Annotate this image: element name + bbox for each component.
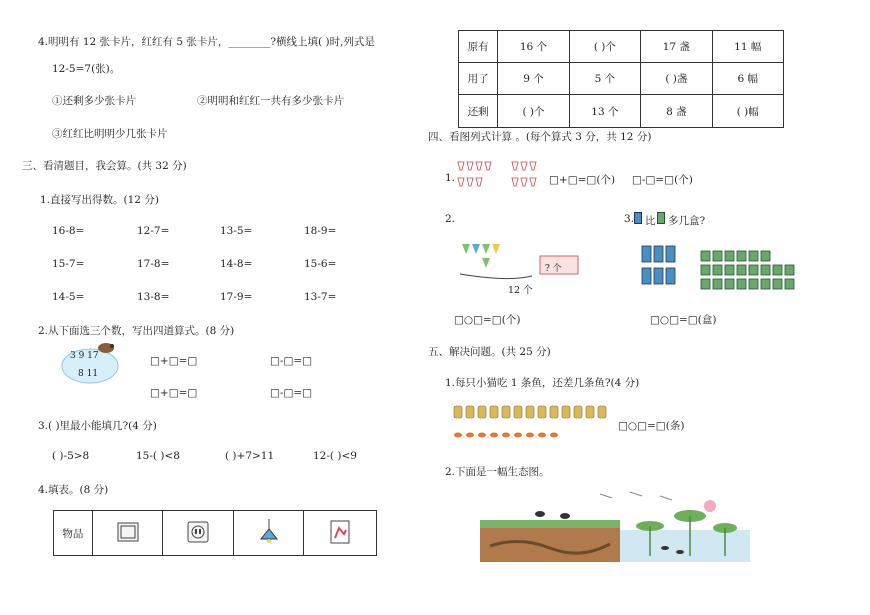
sec4-q2-number: 2. <box>445 213 456 225</box>
table-cell: 17 盏 <box>641 31 712 63</box>
table-cell: 16 个 <box>498 31 569 63</box>
fill-item[interactable]: ( )-5>8 <box>52 450 90 462</box>
cats-and-fish-illustration <box>452 404 612 444</box>
calc-item: 16-8= <box>52 225 85 237</box>
fill-table <box>53 510 377 556</box>
calc-item: 17-9= <box>220 291 253 303</box>
calc-item: 18-9= <box>304 225 337 237</box>
section-4-title: 四、看图列式计算 。(每个算式 3 分，共 12 分) <box>428 131 652 143</box>
calc-item: 17-8= <box>137 258 170 270</box>
painting-icon <box>330 520 350 544</box>
sec3-q4-title: 4.填表。(8 分) <box>38 484 109 496</box>
shuttlecock-illustration <box>456 160 544 192</box>
calc-item: 13-7= <box>304 291 337 303</box>
blue-boxes-illustration <box>640 244 688 288</box>
table-row-label: 物品 <box>54 511 93 556</box>
sec5-q1-title: 1.每只小猫吃 1 条鱼，还差几条鱼?(4 分) <box>445 377 640 389</box>
q4-option-3: ③红红比明明少几张卡片 <box>52 128 168 140</box>
calc-item: 14-5= <box>52 291 85 303</box>
equation-blank[interactable]: □-□=□ <box>270 355 313 367</box>
table-cell: 用了 <box>459 63 498 95</box>
equation-blank[interactable]: □+□=□ <box>150 355 198 367</box>
fill-item[interactable]: 15-( )<8 <box>136 450 180 462</box>
sec4-q3-number: 3. <box>624 213 635 225</box>
balloons-illustration <box>458 240 588 284</box>
blue-box-icon <box>634 212 642 224</box>
table-cell: 6 幅 <box>712 63 783 95</box>
sec3-q2-title: 2.从下面选三个数，写出四道算式。(8 分) <box>38 325 235 337</box>
oval-numbers-bottom: 8 11 <box>78 369 99 379</box>
socket-picture-cell <box>163 511 234 556</box>
equation-blank[interactable]: □-□=□ <box>270 387 313 399</box>
table-cell: 原有 <box>459 31 498 63</box>
window-icon <box>117 522 139 542</box>
table-cell: 9 个 <box>498 63 569 95</box>
fill-item[interactable]: ( )+7>11 <box>225 450 275 462</box>
q4-option-2: ②明明和红红一共有多少张卡片 <box>197 95 344 107</box>
sec5-q1-equation[interactable]: □○□=□(条) <box>618 420 685 432</box>
window-picture-cell <box>92 511 163 556</box>
sec4-q3-equation[interactable]: □○□=□(盒) <box>650 314 717 326</box>
table-cell: 11 幅 <box>712 31 783 63</box>
calc-item: 13-5= <box>220 225 253 237</box>
calc-item: 12-7= <box>137 225 170 237</box>
table-cell: 13 个 <box>569 95 640 128</box>
sec3-q1-title: 1.直接写出得数。(12 分) <box>40 194 159 206</box>
q4-line2: 12-5=7(张)。 <box>52 63 121 75</box>
table-cell: 还剩 <box>459 95 498 128</box>
fill-item[interactable]: 12-( )<9 <box>313 450 357 462</box>
table-cell[interactable]: ( )个 <box>569 31 640 63</box>
sec4-q1-number: 1. <box>445 172 456 184</box>
table-cell: 8 盏 <box>641 95 712 128</box>
green-boxes-illustration <box>700 250 798 290</box>
sec4-q3-question: 多几盒? <box>668 215 706 227</box>
number-oval-illustration <box>60 340 122 386</box>
calc-item: 14-8= <box>220 258 253 270</box>
lamp-icon <box>257 519 281 545</box>
section-3-title: 三、看清题目，我会算。(共 32 分) <box>22 160 187 172</box>
calc-item: 15-7= <box>52 258 85 270</box>
oval-numbers-top: 3 9 17 <box>70 351 99 361</box>
table-cell[interactable]: ( )盏 <box>641 63 712 95</box>
green-box-icon <box>657 212 665 224</box>
lamp-picture-cell <box>233 511 304 556</box>
table-cell: 5 个 <box>569 63 640 95</box>
continuation-table <box>458 30 784 128</box>
calc-item: 15-6= <box>304 258 337 270</box>
ecology-illustration <box>480 486 750 564</box>
sec4-q1-equation-2[interactable]: □-□=□(个) <box>632 174 693 186</box>
table-cell[interactable]: ( )幅 <box>712 95 783 128</box>
socket-icon <box>187 521 209 543</box>
calc-item: 13-8= <box>137 291 170 303</box>
q4-line1: 4.明明有 12 张卡片，红红有 5 张卡片，________?横线上填( )时,列式是 <box>38 36 375 48</box>
bag-label: ? 个 <box>545 264 562 274</box>
painting-picture-cell <box>304 511 377 556</box>
sec4-q2-equation[interactable]: □○□=□(个) <box>454 314 521 326</box>
sec3-q3-title: 3.( )里最小能填几?(4 分) <box>38 420 157 432</box>
q4-option-1: ①还剩多少张卡片 <box>52 95 136 107</box>
sec5-q2-title: 2.下面是一幅生态图。 <box>445 466 550 478</box>
sec4-q3-compare: 比 <box>645 215 656 227</box>
bracket-label: 12 个 <box>508 285 533 296</box>
equation-blank[interactable]: □+□=□ <box>150 387 198 399</box>
sec4-q1-equation-1[interactable]: □+□=□(个) <box>549 174 616 186</box>
table-cell[interactable]: ( )个 <box>498 95 569 128</box>
section-5-title: 五、解决问题。(共 25 分) <box>428 346 551 358</box>
